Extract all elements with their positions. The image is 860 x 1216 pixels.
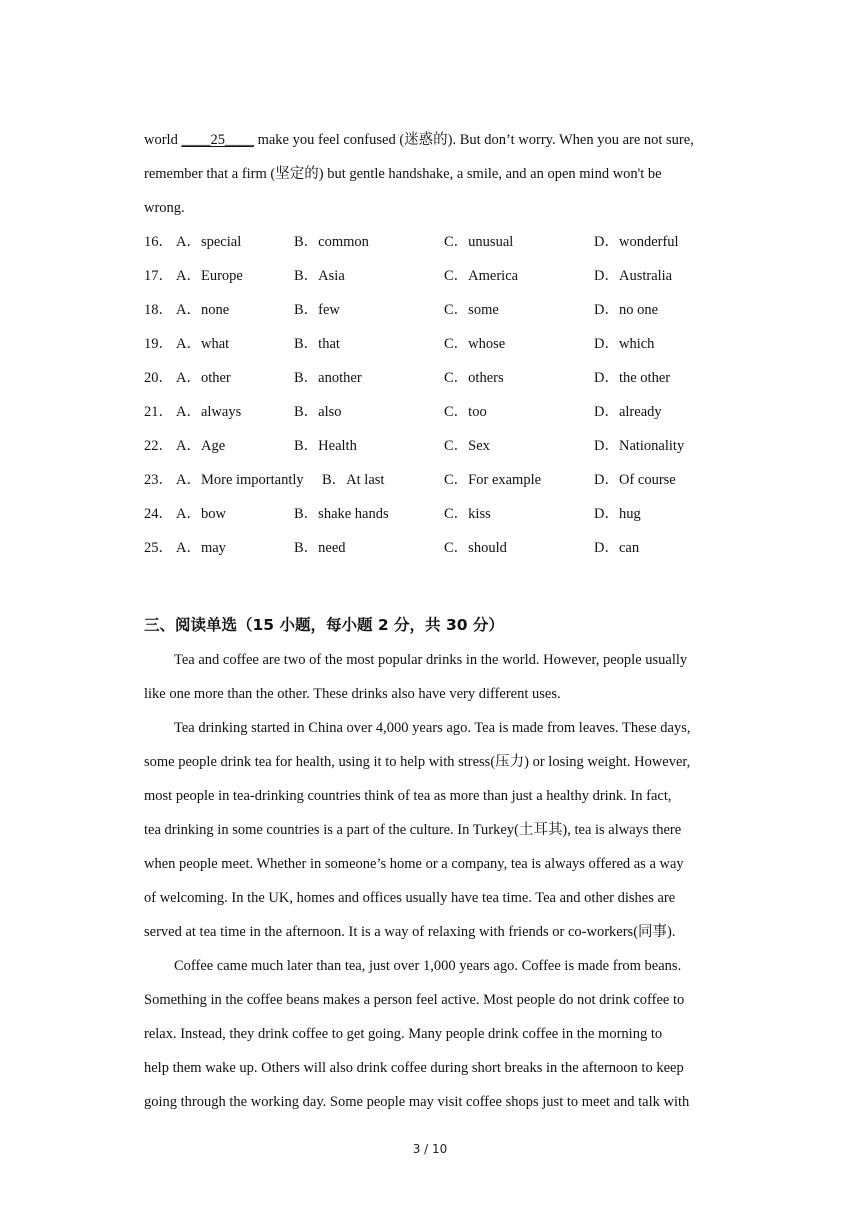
option-b: B．another — [294, 370, 362, 386]
question-row-21 — [144, 402, 734, 422]
question-row-23 — [144, 470, 734, 490]
option-b: B．need — [294, 540, 346, 556]
option-d: D．the other — [594, 370, 671, 386]
option-a: A．may — [176, 540, 226, 556]
option-d: D．can — [594, 540, 640, 556]
reading-line: of welcoming. In the UK, homes and offices usually have tea time. Tea and other dishes are — [144, 890, 676, 906]
option-b: B．Asia — [294, 268, 345, 284]
option-c: C．others — [444, 370, 504, 386]
passage-text: make you feel confused (迷惑的). But don’t worry. When you are not sure, — [253, 132, 694, 148]
question-row-19 — [144, 334, 734, 354]
option-c: C．kiss — [444, 506, 491, 522]
option-d: D．no one — [594, 302, 659, 318]
question-row-24 — [144, 504, 734, 524]
reading-line: like one more than the other. These drinks also have very different uses. — [144, 686, 561, 702]
question-row-16 — [144, 232, 734, 252]
page-number: 3 / 10 — [412, 1142, 448, 1156]
question-row-22 — [144, 436, 734, 456]
option-a: A．More importantly — [176, 472, 304, 488]
question-number: 25． — [144, 540, 173, 556]
option-c: C．should — [444, 540, 507, 556]
option-d: D．already — [594, 404, 662, 420]
option-b: B．that — [294, 336, 340, 352]
passage-line: wrong. — [144, 200, 185, 216]
passage-line — [144, 130, 734, 150]
question-row-17 — [144, 266, 734, 286]
option-a: A．bow — [176, 506, 226, 522]
reading-line: help them wake up. Others will also drink coffee during short breaks in the afternoon to keep — [144, 1060, 684, 1076]
option-c: C．whose — [444, 336, 506, 352]
reading-line: Something in the coffee beans makes a person feel active. Most people do not drink coffee to — [144, 992, 685, 1008]
option-c: C．Sex — [444, 438, 490, 454]
reading-line: relax. Instead, they drink coffee to get going. Many people drink coffee in the morning to — [144, 1026, 663, 1042]
passage-text: world — [144, 132, 182, 148]
option-c: C．America — [444, 268, 519, 284]
option-b: B．shake hands — [294, 506, 389, 522]
option-c: C．too — [444, 404, 487, 420]
option-c: C．For example — [444, 472, 542, 488]
question-number: 20． — [144, 370, 173, 386]
question-number: 16． — [144, 234, 173, 250]
option-a: A．what — [176, 336, 230, 352]
option-b: B．few — [294, 302, 340, 318]
option-a: A．none — [176, 302, 230, 318]
question-number: 22． — [144, 438, 173, 454]
option-a: A．always — [176, 404, 242, 420]
question-number: 23． — [144, 472, 173, 488]
option-d: D．Of course — [594, 472, 676, 488]
option-d: D．which — [594, 336, 655, 352]
question-row-25 — [144, 538, 734, 558]
option-a: A．other — [176, 370, 231, 386]
reading-line: Tea drinking started in China over 4,000 years ago. Tea is made from leaves. These days, — [174, 720, 691, 736]
question-row-20 — [144, 368, 734, 388]
section-heading: 三、阅读单选（15 小题，每小题 2 分，共 30 分） — [144, 616, 504, 634]
reading-line: tea drinking in some countries is a part of the culture. In Turkey(土耳其), tea is always there — [144, 822, 682, 838]
option-a: A．Europe — [176, 268, 243, 284]
question-number: 19． — [144, 336, 173, 352]
option-d: D．wonderful — [594, 234, 679, 250]
passage-line: remember that a firm (坚定的) but gentle handshake, a smile, and an open mind won't be — [144, 166, 662, 182]
option-a: A．special — [176, 234, 242, 250]
option-a: A．Age — [176, 438, 226, 454]
reading-line: served at tea time in the afternoon. It is a way of relaxing with friends or co-workers(同事). — [144, 924, 676, 940]
reading-line: Coffee came much later than tea, just over 1,000 years ago. Coffee is made from beans. — [174, 958, 682, 974]
answer-blank-25: ____25____ — [181, 132, 254, 148]
option-b: B．At last — [322, 472, 385, 488]
question-number: 18． — [144, 302, 173, 318]
option-d: D．Nationality — [594, 438, 685, 454]
option-d: D．hug — [594, 506, 641, 522]
reading-line: Tea and coffee are two of the most popular drinks in the world. However, people usually — [174, 652, 688, 668]
reading-line: most people in tea-drinking countries think of tea as more than just a healthy drink. In fact, — [144, 788, 672, 804]
reading-line: when people meet. Whether in someone’s home or a company, tea is always offered as a way — [144, 856, 684, 872]
option-d: D．Australia — [594, 268, 673, 284]
reading-line: going through the working day. Some people may visit coffee shops just to meet and talk with — [144, 1094, 690, 1110]
option-b: B．common — [294, 234, 369, 250]
question-number: 21． — [144, 404, 173, 420]
option-b: B．Health — [294, 438, 357, 454]
question-number: 17． — [144, 268, 173, 284]
option-c: C．some — [444, 302, 499, 318]
question-row-18 — [144, 300, 734, 320]
option-b: B．also — [294, 404, 342, 420]
option-c: C．unusual — [444, 234, 514, 250]
question-number: 24． — [144, 506, 173, 522]
reading-line: some people drink tea for health, using it to help with stress(压力) or losing weight. However, — [144, 754, 691, 770]
